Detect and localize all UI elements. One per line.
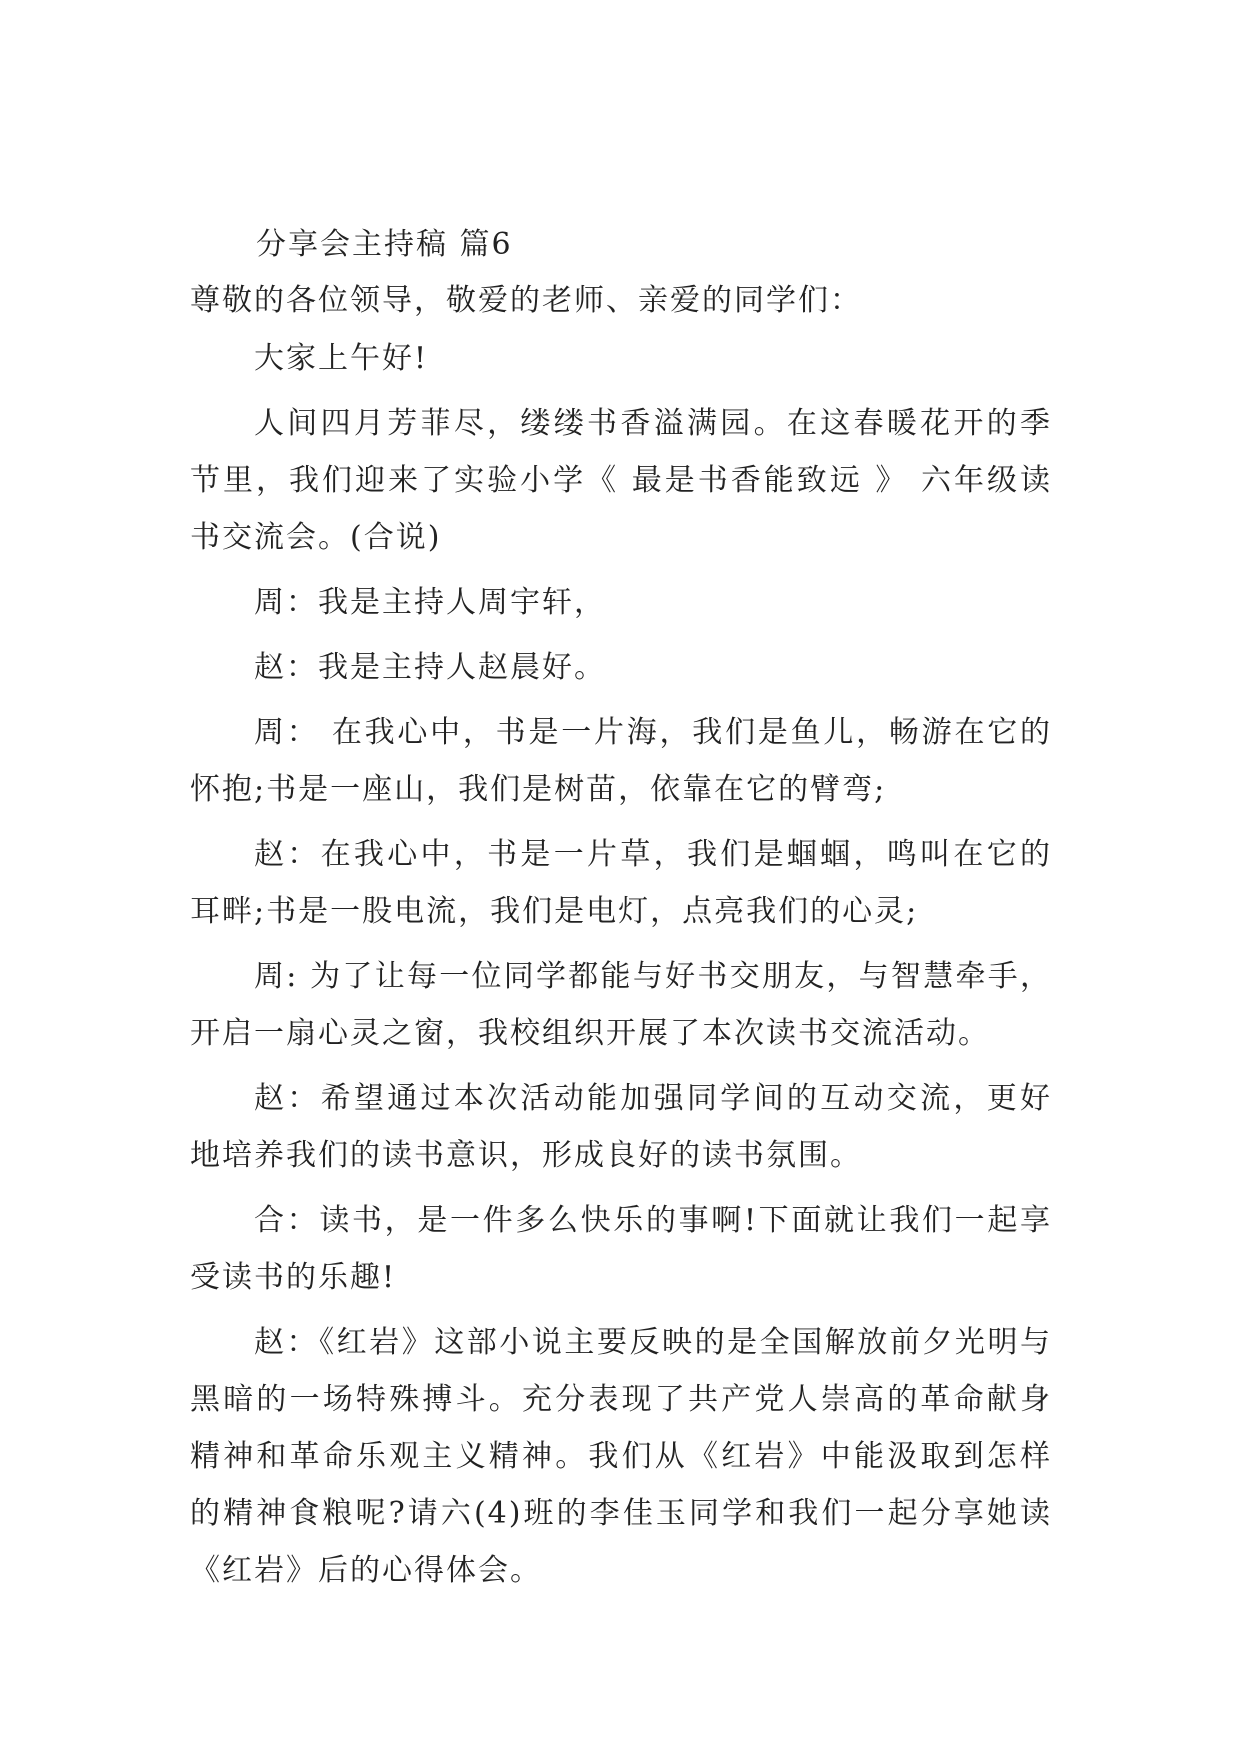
zhou-line-2: 周: 为了让每一位同学都能与好书交朋友，与智慧牵手，开启一扇心灵之窗，我校组织开展了本次读书交流活动。 <box>190 959 1052 1051</box>
salutation-line: 大家上午好! <box>254 341 429 376</box>
zhao-line-1: 赵：在我心中，书是一片草，我们是蝈蝈，鸣叫在它的耳畔;书是一股电流，我们是电灯，点亮我们的心灵; <box>190 837 1052 929</box>
host-zhou-intro: 周：我是主持人周宇轩， <box>254 585 606 620</box>
document-body <box>190 225 1052 1607</box>
document-title: 分享会主持稿 篇6 <box>256 227 513 262</box>
host-zhao-intro: 赵：我是主持人赵晨好。 <box>254 650 606 685</box>
greeting-line: 尊敬的各位领导，敬爱的老师、亲爱的同学们： <box>190 283 862 318</box>
zhao-line-3: 赵：《红岩》这部小说主要反映的是全国解放前夕光明与黑暗的一场特殊搏斗。充分表现了共产党人崇高的革命献身精神和革命乐观主义精神。我们从《红岩》中能汲取到怎样的精神食粮呢?请六(4)班的李佳玉同学和我们一起分享她读《红岩》后的心得体会。 <box>190 1325 1052 1588</box>
zhou-line-1: 周： 在我心中，书是一片海，我们是鱼儿，畅游在它的怀抱;书是一座山，我们是树苗，依靠在它的臂弯; <box>190 715 1052 807</box>
opening-paragraph: 人间四月芳菲尽，缕缕书香溢满园。在这春暖花开的季节里，我们迎来了实验小学《 最是书香能致远 》 六年级读书交流会。(合说) <box>190 406 1052 555</box>
zhao-line-2: 赵：希望通过本次活动能加强同学间的互动交流，更好地培养我们的读书意识，形成良好的读书氛围。 <box>190 1081 1052 1173</box>
together-line: 合：读书，是一件多么快乐的事啊!下面就让我们一起享受读书的乐趣! <box>190 1203 1052 1295</box>
